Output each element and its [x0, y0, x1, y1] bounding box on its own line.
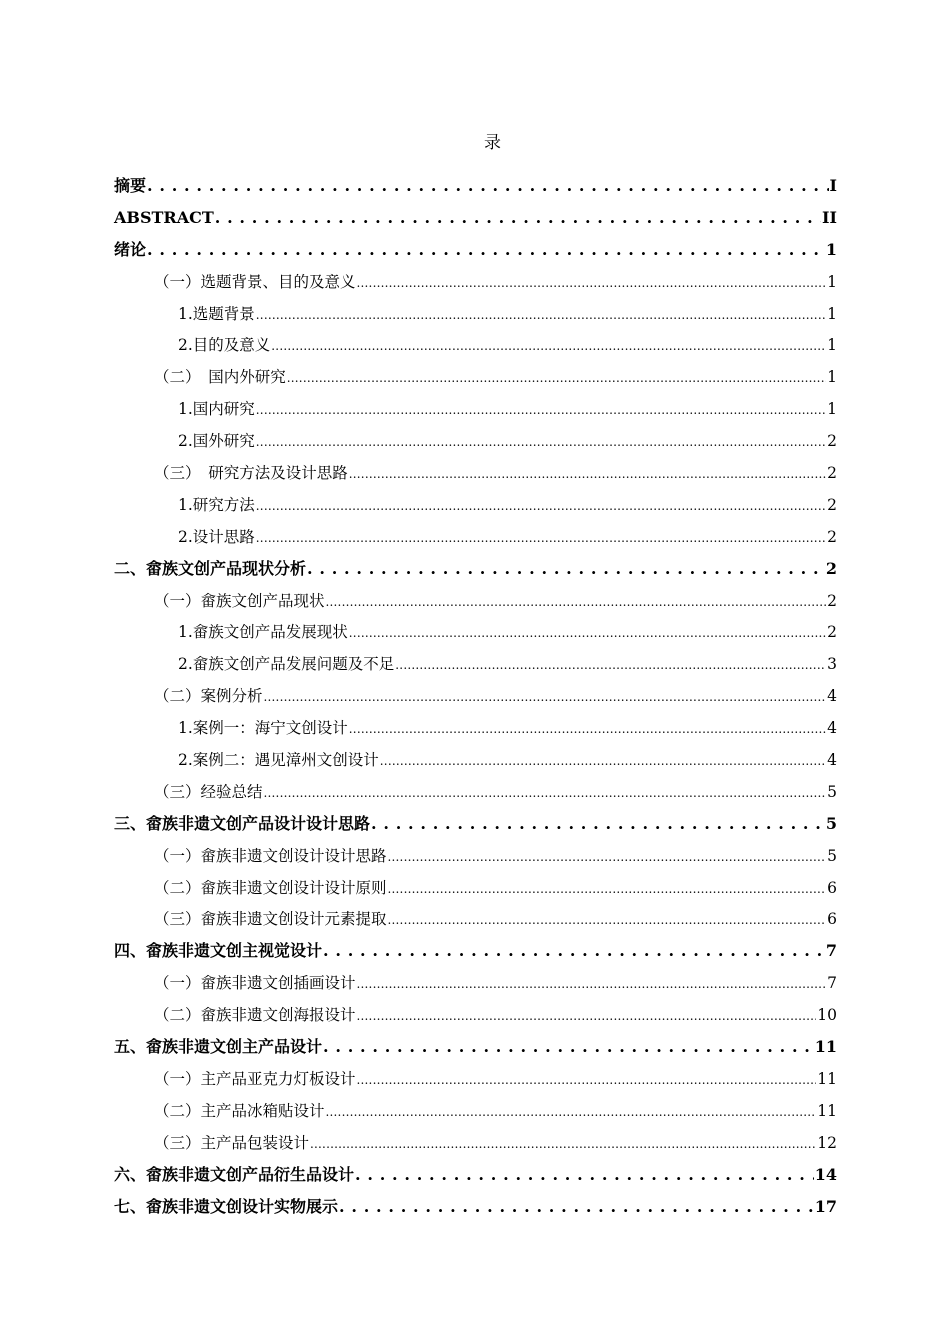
toc-entry[interactable]	[114, 334, 837, 366]
toc-entry[interactable]	[114, 271, 837, 303]
toc-entry[interactable]	[114, 1068, 837, 1100]
toc-dot-leader	[271, 334, 826, 357]
toc-dot-leader	[215, 207, 821, 229]
toc-entry[interactable]	[114, 813, 837, 845]
toc-entry-text: （二）畲族非遗文创海报设计	[154, 1006, 356, 1025]
toc-entry-page-number: 6	[827, 910, 837, 929]
toc-entry[interactable]	[114, 1036, 837, 1068]
toc-entry-page-number: 11	[814, 1037, 837, 1057]
toc-entry-page-number: 1	[827, 368, 837, 387]
toc-dot-leader	[326, 1100, 817, 1123]
toc-entry[interactable]	[114, 749, 837, 781]
toc-entry-page-number: 2	[827, 591, 837, 610]
toc-entry[interactable]	[114, 526, 837, 558]
toc-dot-leader	[264, 685, 827, 708]
toc-entry[interactable]	[114, 940, 837, 972]
toc-entry[interactable]	[114, 1100, 837, 1132]
toc-entry[interactable]	[114, 239, 837, 271]
toc-dot-leader	[388, 908, 827, 931]
toc-entry-page-number: 5	[827, 846, 837, 865]
toc-dot-leader	[264, 781, 827, 804]
toc-dot-leader	[323, 940, 825, 962]
toc-entry-text: 1.国内研究	[178, 400, 255, 419]
toc-entry-page-number: 1	[827, 336, 837, 355]
toc-entry[interactable]	[114, 1196, 837, 1228]
toc-entry-text: （二）案例分析	[154, 687, 263, 706]
toc-entry-page-number: 5	[825, 813, 837, 833]
toc-dot-leader	[349, 621, 826, 644]
toc-entry-page-number: 2	[827, 432, 837, 451]
toc-entry-page-number: 6	[827, 878, 837, 897]
toc-entry[interactable]	[114, 781, 837, 813]
toc-entry-text: （三）主产品包装设计	[154, 1133, 310, 1152]
toc-entry[interactable]	[114, 590, 837, 622]
toc-dot-leader	[147, 239, 825, 261]
toc-entry[interactable]	[114, 972, 837, 1004]
toc-entry[interactable]	[114, 175, 837, 207]
toc-entry-text: （一）畲族文创产品现状	[154, 591, 325, 610]
toc-dot-leader	[349, 462, 826, 485]
toc-dot-leader	[256, 430, 826, 453]
toc-entry-text: （三）畲族非遗文创设计元素提取	[154, 910, 387, 929]
toc-dot-leader	[147, 175, 829, 197]
toc-entry-text: 2.设计思路	[178, 527, 255, 546]
toc-entry-text: 五、畲族非遗文创主产品设计	[114, 1037, 323, 1057]
toc-dot-leader	[371, 813, 825, 835]
toc-entry-page-number: 7	[827, 974, 837, 993]
toc-entry[interactable]	[114, 1004, 837, 1036]
toc-entry-text: 摘要	[114, 176, 147, 195]
toc-entry-page-number: II	[822, 207, 837, 227]
toc-entry-text: （一）选题背景、目的及意义	[154, 272, 356, 291]
toc-entry-page-number: I	[829, 176, 837, 195]
toc-entry-page-number: 7	[825, 941, 837, 961]
toc-entry-text: 2.畲族文创产品发展问题及不足	[178, 655, 395, 674]
toc-entry[interactable]	[114, 1164, 837, 1196]
toc-entry-page-number: 4	[827, 751, 837, 770]
toc-dot-leader	[357, 271, 827, 294]
toc-entry-page-number: 17	[814, 1196, 837, 1216]
toc-entry-text: （一）畲族非遗文创设计设计思路	[154, 846, 387, 865]
toc-dot-leader	[256, 526, 826, 549]
toc-entry-page-number: 11	[817, 1101, 837, 1120]
toc-entry-text: 1.案例一：海宁文创设计	[178, 719, 348, 738]
toc-entry-page-number: 2	[827, 623, 837, 642]
toc-entry-text: 六、畲族非遗文创产品衍生品设计	[114, 1164, 355, 1184]
toc-dot-leader	[395, 653, 826, 676]
toc-entry[interactable]	[114, 462, 837, 494]
toc-entry-page-number: 10	[817, 1006, 837, 1025]
toc-entry[interactable]	[114, 908, 837, 940]
toc-entry[interactable]	[114, 653, 837, 685]
toc-entry-text: 1.研究方法	[178, 495, 255, 514]
toc-entry-page-number: 12	[817, 1133, 837, 1152]
toc-entry-page-number: 1	[827, 272, 837, 291]
toc-dot-leader	[287, 366, 826, 389]
toc-dot-leader	[357, 1068, 817, 1091]
toc-dot-leader	[256, 398, 826, 421]
toc-entry-text: 1.畲族文创产品发展现状	[178, 623, 348, 642]
toc-entry-text: 七、畲族非遗文创设计实物展示	[114, 1196, 339, 1216]
toc-dot-leader	[326, 590, 827, 613]
toc-entry[interactable]	[114, 845, 837, 877]
toc-entry-page-number: 1	[827, 304, 837, 323]
toc-entry-text: 2.案例二：遇见漳州文创设计	[178, 751, 379, 770]
toc-entry-text: ABSTRACT	[114, 207, 214, 227]
toc-entry[interactable]	[114, 1132, 837, 1164]
toc-entry-text: 三、畲族非遗文创产品设计设计思路	[114, 813, 371, 833]
toc-entry-page-number: 2	[827, 527, 837, 546]
toc-entry[interactable]	[114, 366, 837, 398]
toc-dot-leader	[349, 717, 826, 740]
toc-entry-page-number: 4	[827, 719, 837, 738]
toc-entry[interactable]	[114, 303, 837, 335]
toc-entry-text: （二）主产品冰箱贴设计	[154, 1101, 325, 1120]
toc-entry-text: （一）主产品亚克力灯板设计	[154, 1069, 356, 1088]
toc-entry-text: （一）畲族非遗文创插画设计	[154, 974, 356, 993]
toc-entry-page-number: 1	[825, 239, 837, 259]
toc-entry[interactable]	[114, 494, 837, 526]
toc-entry-text: （二） 国内外研究	[154, 368, 286, 387]
toc-entry[interactable]	[114, 685, 837, 717]
toc-dot-leader	[357, 972, 827, 995]
toc-dot-leader	[256, 494, 826, 517]
toc-entry-text: 四、畲族非遗文创主视觉设计	[114, 941, 323, 961]
toc-entry-page-number: 2	[825, 558, 837, 578]
toc-dot-leader	[339, 1196, 814, 1218]
toc-entry-page-number: 2	[827, 495, 837, 514]
toc-entry-text: 二、畲族文创产品现状分析	[114, 558, 307, 578]
toc-dot-leader	[388, 845, 827, 868]
toc-dot-leader	[380, 749, 826, 772]
toc-entry[interactable]	[114, 877, 837, 909]
toc-entry-page-number: 3	[827, 655, 837, 674]
toc-entry-page-number: 5	[827, 782, 837, 801]
toc-entry-text: 1.选题背景	[178, 304, 255, 323]
toc-dot-leader	[256, 303, 826, 326]
toc-entry-text: （三）经验总结	[154, 782, 263, 801]
toc-entry-text: 2.目的及意义	[178, 336, 271, 355]
toc-entry-page-number: 14	[814, 1164, 837, 1184]
toc-entry-text: （二）畲族非遗文创设计设计原则	[154, 878, 387, 897]
toc-title: 录	[484, 133, 501, 153]
toc-dot-leader	[310, 1132, 816, 1155]
toc-entry-text: 2.国外研究	[178, 432, 255, 451]
toc-dot-leader	[388, 877, 827, 900]
table-of-contents	[114, 175, 837, 1227]
toc-entry-page-number: 1	[827, 400, 837, 419]
toc-entry[interactable]	[114, 207, 837, 239]
toc-entry-text: （三） 研究方法及设计思路	[154, 464, 348, 483]
toc-entry-text: 绪论	[114, 239, 147, 259]
toc-entry[interactable]	[114, 621, 837, 653]
toc-entry[interactable]	[114, 398, 837, 430]
toc-dot-leader	[355, 1164, 814, 1186]
toc-dot-leader	[323, 1036, 814, 1058]
toc-dot-leader	[357, 1004, 817, 1027]
toc-entry-page-number: 2	[827, 464, 837, 483]
toc-entry-page-number: 11	[817, 1069, 837, 1088]
toc-entry[interactable]	[114, 430, 837, 462]
toc-dot-leader	[307, 558, 825, 580]
toc-entry-page-number: 4	[827, 687, 837, 706]
toc-entry[interactable]	[114, 717, 837, 749]
toc-entry[interactable]	[114, 558, 837, 590]
